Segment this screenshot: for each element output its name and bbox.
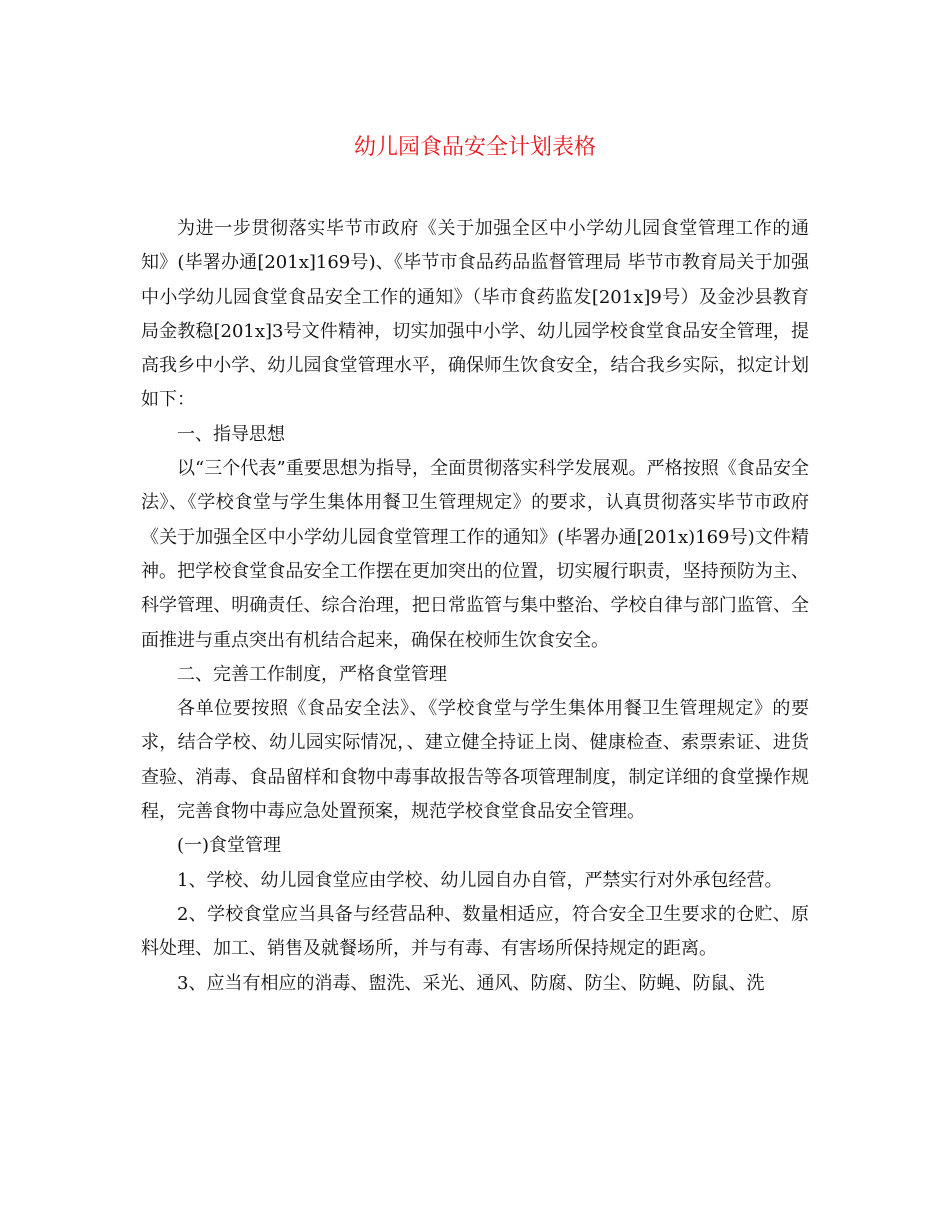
list-item-3: 3、应当有相应的消毒、盥洗、采光、通风、防腐、防尘、防蝇、防鼠、洗 (177, 972, 765, 994)
list-item-1: 1、学校、幼儿园食堂应由学校、幼儿园自办自管，严禁实行对外承包经营。 (177, 869, 783, 891)
list-item-2: 2、学校食堂应当具备与经营品种、数量相适应，符合安全卫生要求的仓贮、原料处理、加工、销售及就餐场所，并与有毒、有害场所保持规定的距离。 (141, 903, 809, 960)
subsection-heading-canteen-management: (一)食堂管理 (177, 835, 282, 857)
document-title: 幼儿园食品安全计划表格 (353, 135, 596, 160)
document-body (141, 212, 809, 1001)
section-heading-guiding-ideology: 一、指导思想 (177, 423, 285, 445)
paragraph-guiding-ideology: 以“三个代表”重要思想为指导，全面贯彻落实科学发展观。严格按照《食品安全法》、《学校食堂与学生集体用餐卫生管理规定》的要求，认真贯彻落实毕节市政府《关于加强全区中小学幼儿园食堂管理工作的通知》(毕署办通[201x)169号)文件精神。把学校食堂食品安全工作摆在更加突出的位置，切实履行职责，坚持预防为主、科学管理、明确责任、综合治理，把日常监管与集中整治、学校自律与部门监管、全面推进与重点突出有机结合起来，确保在校师生饮食安全。 (141, 458, 809, 651)
section-heading-work-system: 二、完善工作制度，严格食堂管理 (177, 663, 447, 685)
paragraph-work-system: 各单位要按照《食品安全法》、《学校食堂与学生集体用餐卫生管理规定》的要求，结合学校、幼儿园实际情况，、建立健全持证上岗、健康检查、索票索证、进货查验、消毒、食品留样和食物中毒事故报告等各项管理制度，制定详细的食堂操作规程，完善食物中毒应急处置预案，规范学校食堂食品安全管理。 (141, 698, 809, 823)
paragraph-intro: 为进一步贯彻落实毕节市政府《关于加强全区中小学幼儿园食堂管理工作的通知》(毕署办通[201x]169号)、《毕节市食品药品监督管理局 毕节市教育局关于加强中小学幼儿园食堂食品安全工作的通知》（毕市食药监发[201x]9号）及金沙县教育局金教稳[201x]3号文件精神，切实加强中小学、幼儿园学校食堂食品安全管理，提高我乡中小学、幼儿园食堂管理水平，确保师生饮食安全，结合我乡实际，拟定计划如下： (141, 218, 809, 411)
